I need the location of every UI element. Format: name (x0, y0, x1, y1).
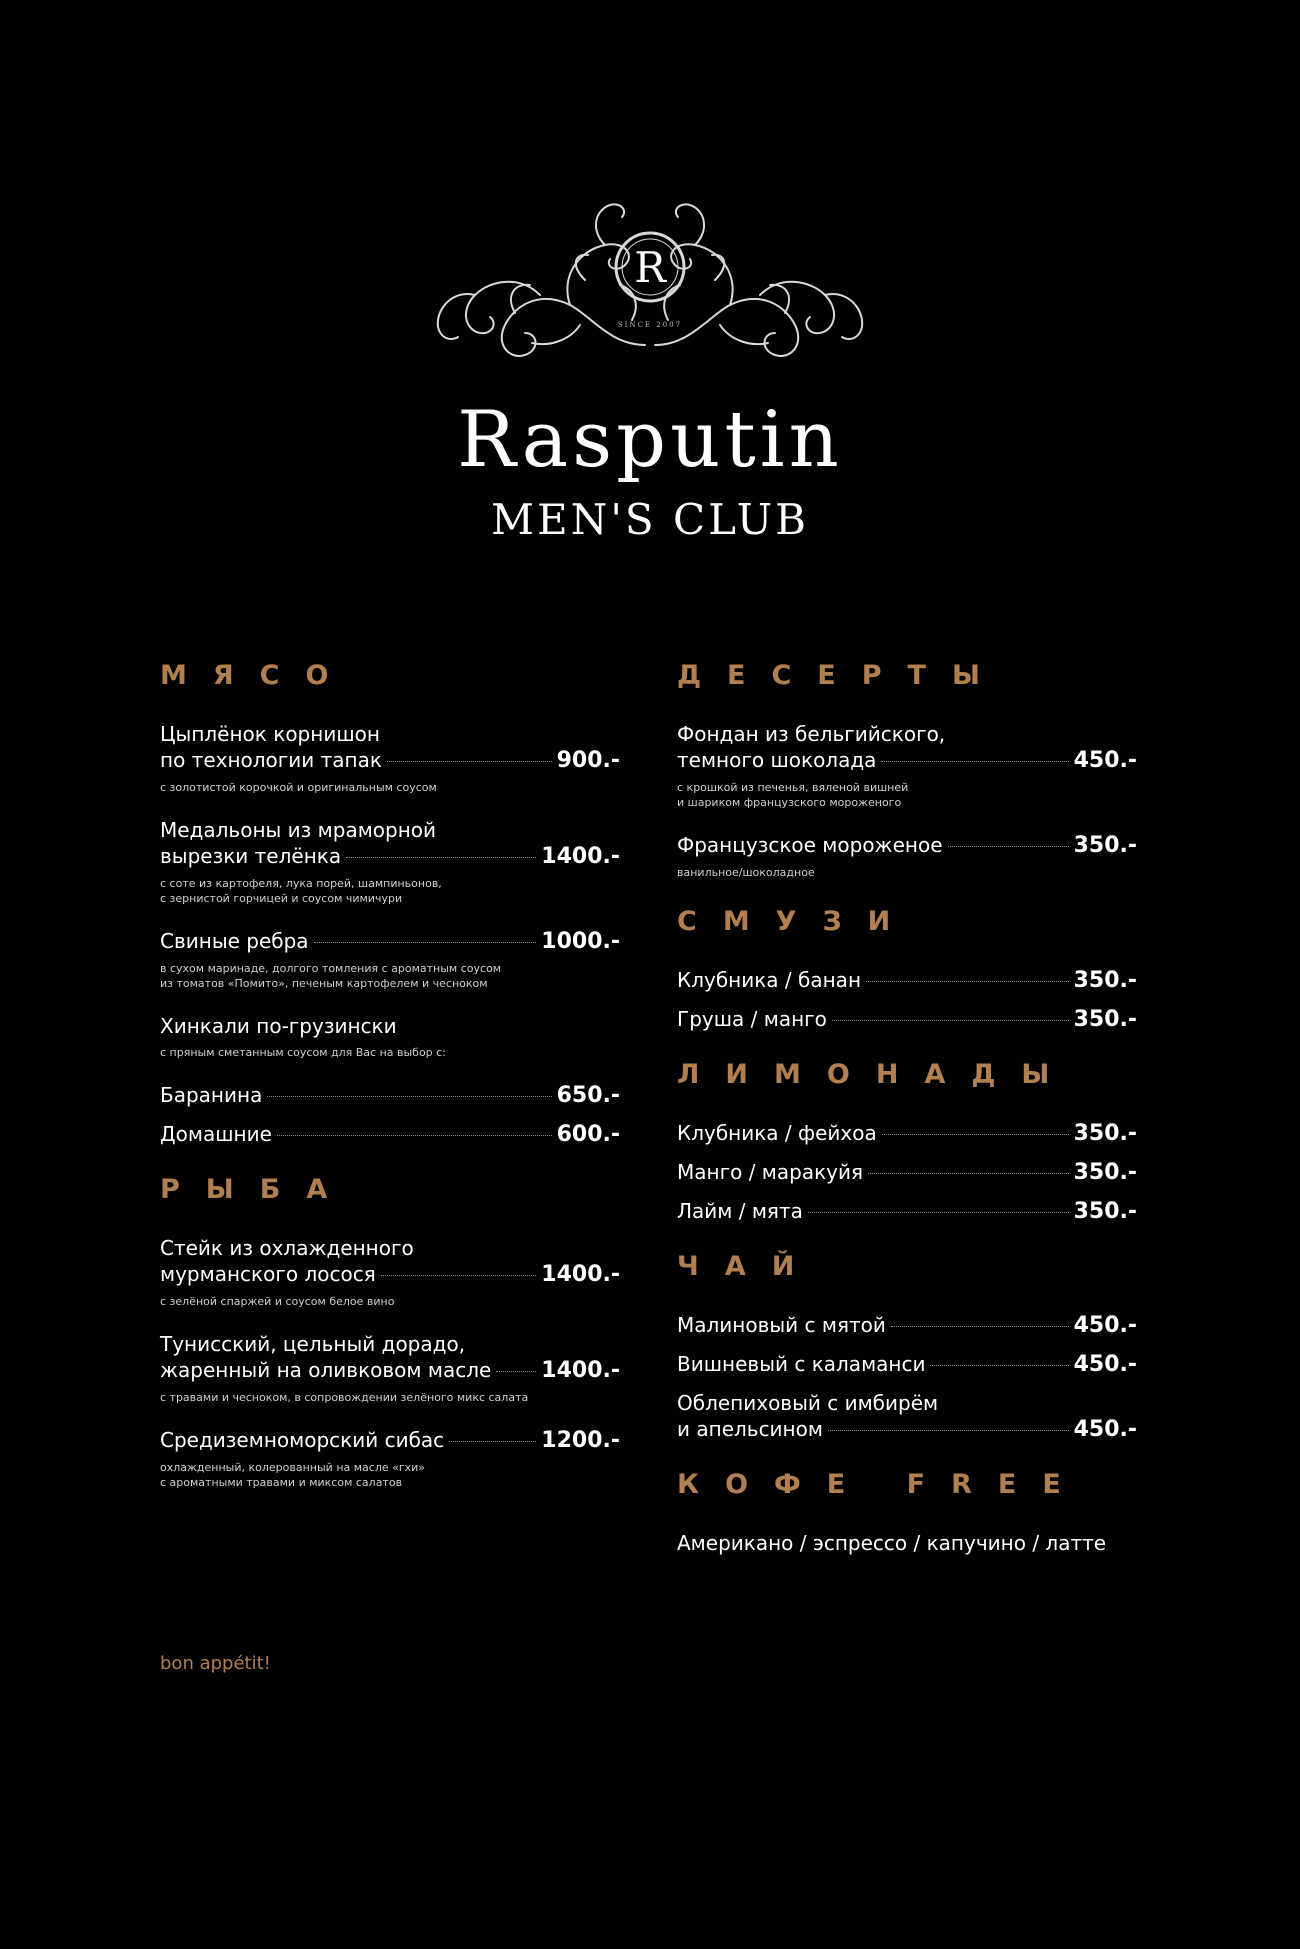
menu-item (677, 721, 1137, 810)
menu-item (160, 1235, 620, 1309)
item-name: Клубника / фейхоа (677, 1121, 877, 1145)
item-price: 450.- (1073, 1313, 1137, 1338)
item-row (160, 1121, 620, 1148)
item-row (160, 1261, 620, 1288)
baroque-ornament-monogram-icon (420, 195, 880, 375)
item-name: Хинкали по-грузински (160, 1014, 397, 1038)
item-row (677, 1006, 1137, 1033)
item-row (677, 1351, 1137, 1378)
item-description: с соте из картофеля, лука порей, шампиньонов, с зернистой горчицей и соусом чимичури (160, 877, 442, 905)
dot-leader (891, 1326, 1069, 1327)
menu-item (160, 1331, 620, 1405)
item-row (160, 928, 620, 955)
item-row (677, 1198, 1137, 1225)
dot-leader (381, 1275, 537, 1276)
item-name: Французское мороженое (677, 833, 943, 857)
item-description: с зелёной спаржей и соусом белое вино (160, 1295, 395, 1308)
item-row (677, 832, 1137, 859)
item-price: 900.- (556, 748, 620, 773)
menu-item (160, 1082, 620, 1109)
menu-item (160, 1121, 620, 1148)
menu-item (160, 817, 620, 906)
menu-item (160, 928, 620, 991)
section-title: КОФЕ FREE (677, 1469, 1087, 1500)
brand-subtitle: MEN'S CLUB (490, 495, 810, 544)
item-price: 350.- (1073, 968, 1137, 993)
item-price: 650.- (556, 1083, 620, 1108)
item-price: 350.- (1073, 1007, 1137, 1032)
item-price: 450.- (1073, 1417, 1137, 1442)
dot-leader (496, 1371, 536, 1372)
section-title: РЫБА (160, 1174, 354, 1205)
menu-section (677, 906, 1137, 1033)
menu-item (677, 1530, 1137, 1556)
item-row (160, 1082, 620, 1109)
menu-item (677, 967, 1137, 994)
item-description: с травами и чесноком, в сопровождении зелёного микс салата (160, 1391, 529, 1404)
item-name: Американо / эспрессо / капучино / латте (677, 1531, 1107, 1555)
item-row (160, 747, 620, 774)
item-name-line1: Медальоны из мраморной (160, 818, 437, 842)
dot-leader (828, 1430, 1069, 1431)
menu-item (160, 721, 620, 795)
menu-item (677, 1198, 1137, 1225)
menu-section (677, 1469, 1137, 1556)
item-description: охлажденный, колерованный на масле «гхи» с ароматными травами и миксом салатов (160, 1461, 426, 1489)
dot-leader (868, 1173, 1069, 1174)
logo (0, 195, 1300, 555)
item-row (677, 967, 1137, 994)
menu-item (677, 1006, 1137, 1033)
dot-leader (808, 1212, 1069, 1213)
item-price: 1000.- (541, 929, 620, 954)
item-row (160, 843, 620, 870)
item-row (677, 747, 1137, 774)
section-title: ДЕСЕРТЫ (677, 660, 1006, 691)
item-name: Манго / маракуйя (677, 1160, 864, 1184)
item-price: 1400.- (541, 1262, 620, 1287)
item-name: и апельсином (677, 1417, 823, 1441)
item-name: Домашние (160, 1122, 272, 1146)
menu-item (677, 1312, 1137, 1339)
item-description: с пряным сметанным соусом для Вас на выбор с: (160, 1046, 446, 1059)
item-price: 450.- (1073, 748, 1137, 773)
menu-item (677, 1120, 1137, 1147)
item-price: 1400.- (541, 1358, 620, 1383)
dot-leader (832, 1020, 1069, 1021)
menu-section (160, 1174, 620, 1490)
item-name: вырезки телёнка (160, 844, 342, 868)
item-row (160, 1357, 620, 1384)
item-description: с крошкой из печенья, вяленой вишней и шариком французского мороженого (677, 781, 909, 809)
item-name: Малиновый с мятой (677, 1313, 886, 1337)
item-price: 450.- (1073, 1352, 1137, 1377)
item-name: жаренный на оливковом масле (160, 1358, 492, 1382)
dot-leader (866, 981, 1069, 982)
item-name: Свиные ребра (160, 929, 309, 953)
item-name: Средиземноморский сибас (160, 1428, 445, 1452)
menu-section (677, 1251, 1137, 1443)
dot-leader (314, 942, 537, 943)
section-title: ЛИМОНАДЫ (677, 1059, 1076, 1090)
bon-appetit-note: bon appétit! (160, 1653, 271, 1674)
dot-leader (882, 1134, 1069, 1135)
item-price: 1200.- (541, 1428, 620, 1453)
dot-leader (930, 1365, 1068, 1366)
item-row (677, 1312, 1137, 1339)
item-description: в сухом маринаде, долгого томления с ароматным соусом из томатов «Помито», печеным картофелем и чесноком (160, 962, 502, 990)
menu-item (160, 1013, 620, 1060)
menu-item (677, 1159, 1137, 1186)
section-title: МЯСО (160, 660, 355, 691)
item-price: 350.- (1073, 833, 1137, 858)
dot-leader (948, 846, 1069, 847)
menu-section (160, 660, 620, 1148)
brand-title: Rasputin (457, 395, 843, 485)
menu-section (677, 660, 1137, 880)
dot-leader (267, 1096, 551, 1097)
emblem-letter: R (634, 243, 666, 292)
left-column (160, 660, 620, 1516)
section-title: СМУЗИ (677, 906, 917, 937)
dot-leader (449, 1441, 536, 1442)
dot-leader (881, 761, 1068, 762)
item-name: Вишневый с каламанси (677, 1352, 926, 1376)
item-price: 350.- (1073, 1160, 1137, 1185)
item-name: Лайм / мята (677, 1199, 803, 1223)
item-name-line1: Тунисский, цельный дорадо, (160, 1332, 466, 1356)
right-column (677, 660, 1137, 1582)
dot-leader (346, 857, 536, 858)
item-name: Баранина (160, 1083, 263, 1107)
menu-item (677, 1390, 1137, 1443)
item-row (677, 1416, 1137, 1443)
item-row (677, 1120, 1137, 1147)
item-name: мурманского лосося (160, 1262, 376, 1286)
item-name: по технологии тапак (160, 748, 382, 772)
item-name-line1: Цыплёнок корнишон (160, 722, 380, 746)
item-price: 1400.- (541, 844, 620, 869)
item-name: темного шоколада (677, 748, 877, 772)
item-row (677, 1159, 1137, 1186)
item-price: 600.- (556, 1122, 620, 1147)
item-name: Груша / манго (677, 1007, 827, 1031)
section-title: ЧАЙ (677, 1251, 821, 1282)
item-name-line1: Облепиховый с имбирём (677, 1391, 939, 1415)
menu-item (677, 1351, 1137, 1378)
item-name-line1: Фондан из бельгийского, (677, 722, 946, 746)
item-description: ванильное/шоколадное (677, 866, 815, 879)
item-name-line1: Стейк из охлажденного (160, 1236, 414, 1260)
item-name: Клубника / банан (677, 968, 862, 992)
item-description: с золотистой корочкой и оригинальным соусом (160, 781, 437, 794)
since-label: SINCE 2007 (617, 321, 683, 329)
menu-item (677, 832, 1137, 880)
menu-section (677, 1059, 1137, 1225)
item-row (160, 1427, 620, 1454)
menu-item (160, 1427, 620, 1490)
dot-leader (277, 1135, 552, 1136)
item-price: 350.- (1073, 1199, 1137, 1224)
item-price: 350.- (1073, 1121, 1137, 1146)
dot-leader (387, 761, 552, 762)
